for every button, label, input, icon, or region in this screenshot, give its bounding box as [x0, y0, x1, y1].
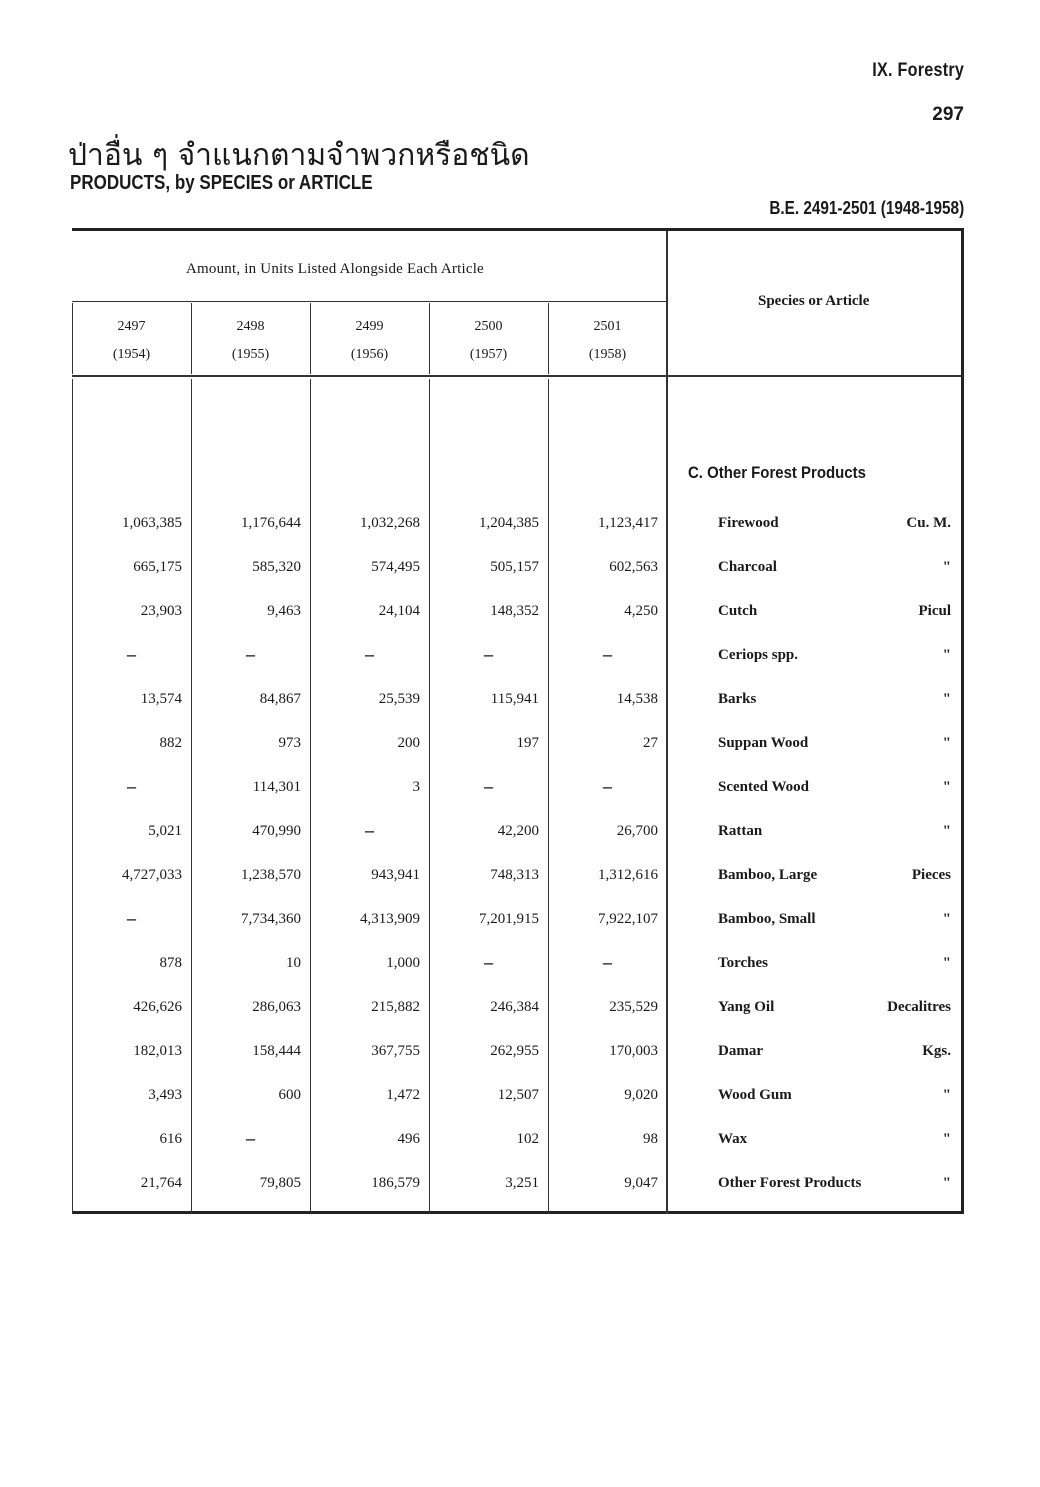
article-label: Suppan Wood [718, 735, 809, 751]
year-be: 2500 [474, 319, 503, 334]
year-ce: (1957) [469, 347, 508, 362]
table-cell: 600 [278, 1087, 301, 1103]
year-ce: (1955) [231, 347, 270, 362]
table-cell: 7,734,360 [241, 911, 301, 927]
table-cell: 616 [159, 1131, 182, 1147]
article-label: Wax [718, 1131, 748, 1147]
table-cell: 1,000 [386, 955, 420, 971]
table-cell: – [603, 776, 612, 796]
unit-label: " [942, 823, 951, 839]
table-cell: – [603, 644, 612, 664]
article-label: Wood Gum [718, 1087, 792, 1103]
table-cell: 878 [159, 955, 182, 971]
section-title: C. Other Forest Products [688, 463, 866, 482]
table-cell: 505,157 [490, 559, 539, 575]
table-cell: 4,727,033 [122, 867, 182, 883]
species-header: Species or Article [758, 293, 870, 309]
year-header-2500 [429, 313, 548, 369]
article-label: Barks [718, 691, 757, 707]
article-label: Bamboo, Large [718, 867, 818, 883]
table-cell: – [484, 776, 493, 796]
table-cell: 12,507 [497, 1087, 539, 1103]
column-line [72, 303, 73, 374]
article-label: Yang Oil [718, 999, 775, 1015]
unit-label: Pieces [911, 867, 951, 883]
table-cell: – [365, 820, 374, 840]
table-cell: – [365, 644, 374, 664]
table-cell: 170,003 [609, 1043, 658, 1059]
article-label: Torches [718, 955, 769, 971]
year-header-2498 [191, 313, 310, 369]
table-cell: – [246, 1128, 255, 1148]
year-header-2497 [72, 313, 191, 369]
table-cell: 1,472 [386, 1087, 420, 1103]
year-header-rule [72, 375, 961, 377]
table-cell: 27 [643, 735, 658, 751]
table-cell: – [246, 644, 255, 664]
article-label: Cutch [718, 603, 758, 619]
table-cell: 10 [286, 955, 301, 971]
unit-label: " [942, 735, 951, 751]
table-cell: 79,805 [259, 1175, 301, 1191]
table-cell: 5,021 [148, 823, 182, 839]
table-cell: 1,176,644 [241, 515, 301, 531]
table-cell: 973 [278, 735, 301, 751]
table-title-thai: ป่าอื่น ๆ จำแนกตามจำพวกหรือชนิด [68, 138, 530, 173]
unit-label: " [942, 911, 951, 927]
table-cell: 158,444 [252, 1043, 301, 1059]
article-label: Scented Wood [718, 779, 809, 795]
table-cell: 1,063,385 [122, 515, 182, 531]
table-cell: 262,955 [490, 1043, 539, 1059]
species-divider [666, 231, 668, 1214]
amount-header-rule [72, 301, 666, 302]
table-cell: 1,312,616 [598, 867, 658, 883]
column-line [310, 303, 311, 374]
table-cell: 496 [397, 1131, 420, 1147]
unit-label: " [942, 1087, 951, 1103]
table-cell: 21,764 [140, 1175, 182, 1191]
page-number: 297 [932, 104, 964, 125]
table-cell: 1,032,268 [360, 515, 420, 531]
table-cell: 98 [643, 1131, 658, 1147]
table-cell: 26,700 [616, 823, 658, 839]
forest-products-table [72, 228, 964, 1214]
unit-label: Picul [918, 603, 951, 619]
column-line [191, 303, 192, 374]
table-cell: 215,882 [371, 999, 420, 1015]
table-cell: 286,063 [252, 999, 301, 1015]
year-ce: (1954) [112, 347, 151, 362]
article-label: Charcoal [718, 559, 777, 575]
unit-label: " [942, 647, 951, 663]
year-header-2501 [548, 313, 667, 369]
table-cell: 42,200 [497, 823, 539, 839]
table-cell: – [127, 908, 136, 928]
table-cell: 197 [516, 735, 539, 751]
article-label: Bamboo, Small [718, 911, 816, 927]
table-cell: 367,755 [371, 1043, 420, 1059]
table-cell: 200 [397, 735, 420, 751]
table-cell: 1,123,417 [598, 515, 658, 531]
table-cell: 602,563 [609, 559, 658, 575]
table-cell: 882 [159, 735, 182, 751]
article-label: Damar [718, 1043, 763, 1059]
unit-label: " [942, 1175, 951, 1191]
year-be: 2497 [117, 319, 146, 334]
unit-label: Kgs. [922, 1043, 951, 1059]
table-cell: 943,941 [371, 867, 420, 883]
article-label: Rattan [718, 823, 763, 839]
table-cell: 426,626 [133, 999, 182, 1015]
table-cell: 246,384 [490, 999, 539, 1015]
table-cell: 4,313,909 [360, 911, 420, 927]
year-be: 2499 [355, 319, 384, 334]
year-ce: (1956) [350, 347, 389, 362]
year-be: 2501 [593, 319, 622, 334]
table-title: PRODUCTS, by SPECIES or ARTICLE [70, 172, 373, 194]
article-label: Other Forest Products [718, 1175, 862, 1191]
column-line [548, 303, 549, 374]
table-cell: 9,463 [267, 603, 301, 619]
unit-label: Cu. M. [906, 515, 951, 531]
unit-label: " [942, 691, 951, 707]
table-cell: – [127, 776, 136, 796]
table-cell: 748,313 [490, 867, 539, 883]
period-label: B.E. 2491-2501 (1948-1958) [769, 198, 964, 218]
table-cell: – [127, 644, 136, 664]
table-cell: 9,047 [624, 1175, 658, 1191]
table-cell: – [484, 644, 493, 664]
table-cell: 4,250 [624, 603, 658, 619]
table-cell: – [484, 952, 493, 972]
table-cell: 182,013 [133, 1043, 182, 1059]
table-cell: 115,941 [490, 691, 539, 707]
table-cell: 14,538 [616, 691, 658, 707]
table-cell: 585,320 [252, 559, 301, 575]
table-cell: 574,495 [371, 559, 420, 575]
table-cell: 235,529 [609, 999, 658, 1015]
table-cell: 13,574 [140, 691, 182, 707]
article-label: Firewood [718, 515, 779, 531]
table-cell: 23,903 [140, 603, 182, 619]
table-cell: 470,990 [252, 823, 301, 839]
table-cell: 7,922,107 [598, 911, 658, 927]
article-label: Ceriops spp. [718, 647, 799, 663]
unit-label: " [942, 779, 951, 795]
unit-label: Decalitres [887, 999, 951, 1015]
section-heading: IX. Forestry [872, 60, 964, 81]
column-line [429, 303, 430, 374]
year-header-2499 [310, 313, 429, 369]
unit-label: " [942, 1131, 951, 1147]
table-cell: 3 [412, 779, 420, 795]
year-ce: (1958) [588, 347, 627, 362]
table-cell: 1,204,385 [479, 515, 539, 531]
unit-label: " [942, 559, 951, 575]
table-cell: 1,238,570 [241, 867, 301, 883]
year-be: 2498 [236, 319, 265, 334]
table-cell: 186,579 [371, 1175, 420, 1191]
table-cell: 102 [516, 1131, 539, 1147]
table-cell: 84,867 [259, 691, 301, 707]
table-cell: 3,493 [148, 1087, 182, 1103]
unit-label: " [942, 955, 951, 971]
table-cell: 25,539 [378, 691, 420, 707]
table-cell: 665,175 [133, 559, 182, 575]
table-cell: 3,251 [505, 1175, 539, 1191]
table-cell: 148,352 [490, 603, 539, 619]
table-cell: 114,301 [252, 779, 301, 795]
table-cell: 9,020 [624, 1087, 658, 1103]
table-cell: 7,201,915 [479, 911, 539, 927]
amount-header: Amount, in Units Listed Alongside Each Article [186, 261, 484, 277]
table-cell: – [603, 952, 612, 972]
table-cell: 24,104 [378, 603, 420, 619]
